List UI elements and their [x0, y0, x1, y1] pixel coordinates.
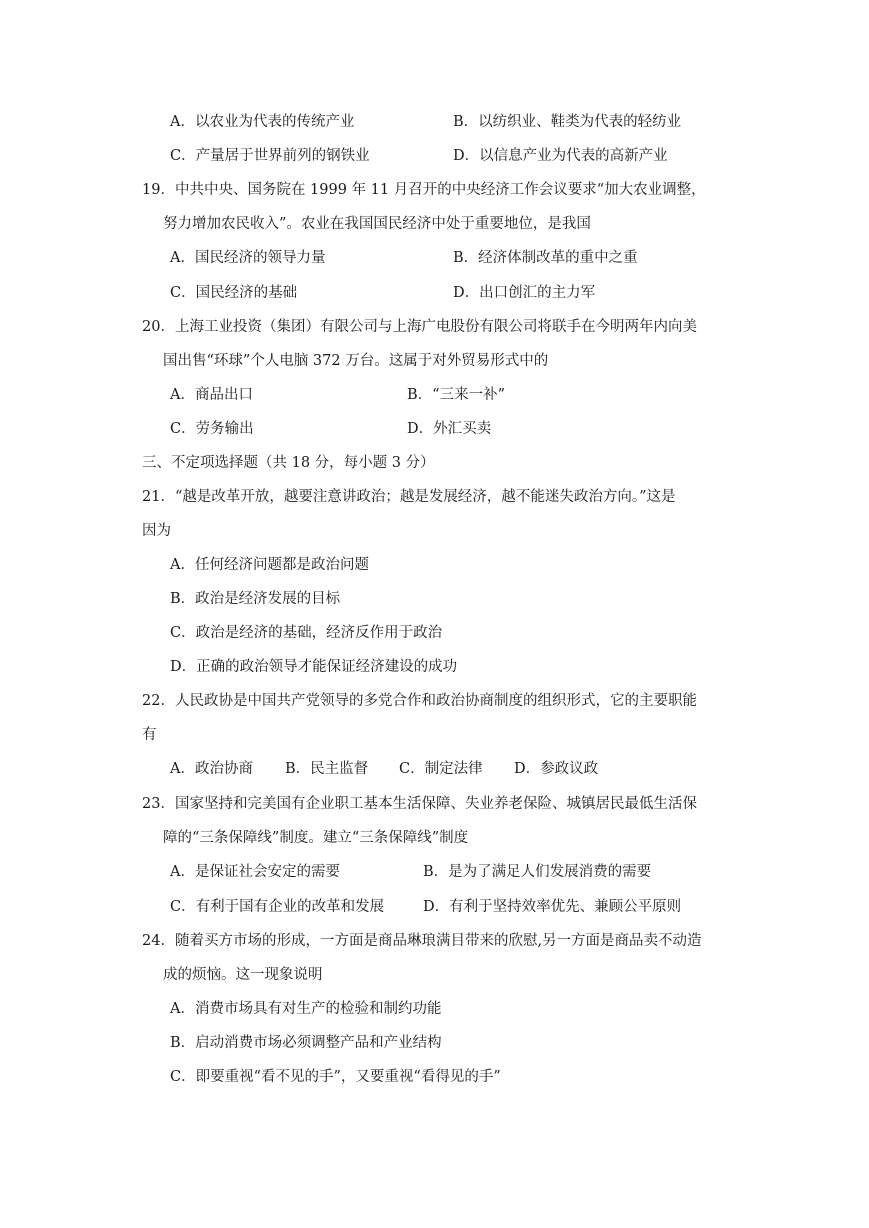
q22-option-b: B．民主监督 [285, 761, 369, 777]
q21-option-b: B．政治是经济发展的目标 [170, 591, 341, 607]
q19-option-b: B．经济体制改革的重中之重 [453, 250, 638, 266]
q21-option-d: D．正确的政治领导才能保证经济建设的成功 [170, 659, 458, 675]
q21-option-c: C．政治是经济的基础，经济反作用于政治 [170, 625, 443, 641]
q24-option-b: B．启动消费市场必须调整产品和产业结构 [170, 1035, 442, 1051]
q23-option-c: C．有利于国有企业的改革和发展 [170, 899, 385, 915]
q20-option-d: D．外汇买卖 [407, 421, 492, 437]
q19-stem-line2: 努力增加农民收入”。农业在我国国民经济中处于重要地位，是我国 [163, 216, 591, 232]
q19-option-c: C．国民经济的基础 [170, 285, 298, 301]
q22-stem-line1: 22．人民政协是中国共产党领导的多党合作和政治协商制度的组织形式，它的主要职能 [142, 693, 697, 709]
q23-option-d: D．有利于坚持效率优先、兼顾公平原则 [423, 899, 682, 915]
q19-option-d: D．出口创汇的主力军 [453, 285, 596, 301]
q20-stem-line1: 20．上海工业投资（集团）有限公司与上海广电股份有限公司将联手在今明两年内向美 [142, 319, 697, 335]
q18-option-c: C．产量居于世界前列的钢铁业 [170, 148, 370, 164]
q21-stem-line2: 因为 [142, 523, 171, 539]
q22-stem-line2: 有 [142, 727, 157, 743]
q23-option-b: B．是为了满足人们发展消费的需要 [423, 864, 652, 880]
q23-stem-line1: 23．国家坚持和完美国有企业职工基本生活保障、失业养老保险、城镇居民最低生活保 [142, 796, 697, 812]
q19-option-a: A．国民经济的领导力量 [170, 250, 326, 266]
q21-option-a: A．任何经济问题都是政治问题 [170, 557, 369, 573]
q22-option-d: D．参政议政 [514, 761, 599, 777]
q20-option-c: C．劳务输出 [170, 421, 254, 437]
q18-option-b: B．以纺织业、鞋类为代表的轻纺业 [453, 114, 682, 130]
section-heading: 三、不定项选择题（共 18 分，每小题 3 分） [142, 455, 435, 471]
q22-option-a: A．政治协商 [170, 761, 253, 777]
q20-stem-line2: 国出售“环球”个人电脑 372 万台。这属于对外贸易形式中的 [163, 353, 549, 369]
q19-stem-line1: 19．中共中央、国务院在 1999 年 11 月召开的中央经济工作会议要求“加大农业调整， [142, 182, 706, 198]
q18-option-d: D．以信息产业为代表的高新产业 [453, 148, 668, 164]
q24-stem-line1: 24．随着买方市场的形成，一方面是商品琳琅满目带来的欣慰,另一方面是商品卖不动造 [142, 933, 702, 949]
q24-option-c: C．即要重视“看不见的手”，又要重视“看得见的手” [170, 1069, 501, 1085]
q24-option-a: A．消费市场具有对生产的检验和制约功能 [170, 1001, 442, 1017]
q23-option-a: A．是保证社会安定的需要 [170, 864, 340, 880]
q18-option-a: A．以农业为代表的传统产业 [170, 114, 355, 130]
q24-stem-line2: 成的烦恼。这一现象说明 [163, 967, 323, 983]
q21-stem-line1: 21．“越是改革开放，越要注意讲政治；越是发展经济，越不能迷失政治方向。”这是 [142, 489, 676, 505]
q20-option-b: B．“三来一补” [407, 387, 505, 403]
q23-stem-line2: 障的“三条保障线”制度。建立“三条保障线”制度 [163, 830, 469, 846]
q20-option-a: A．商品出口 [170, 387, 253, 403]
q22-option-c: C．制定法律 [399, 761, 483, 777]
